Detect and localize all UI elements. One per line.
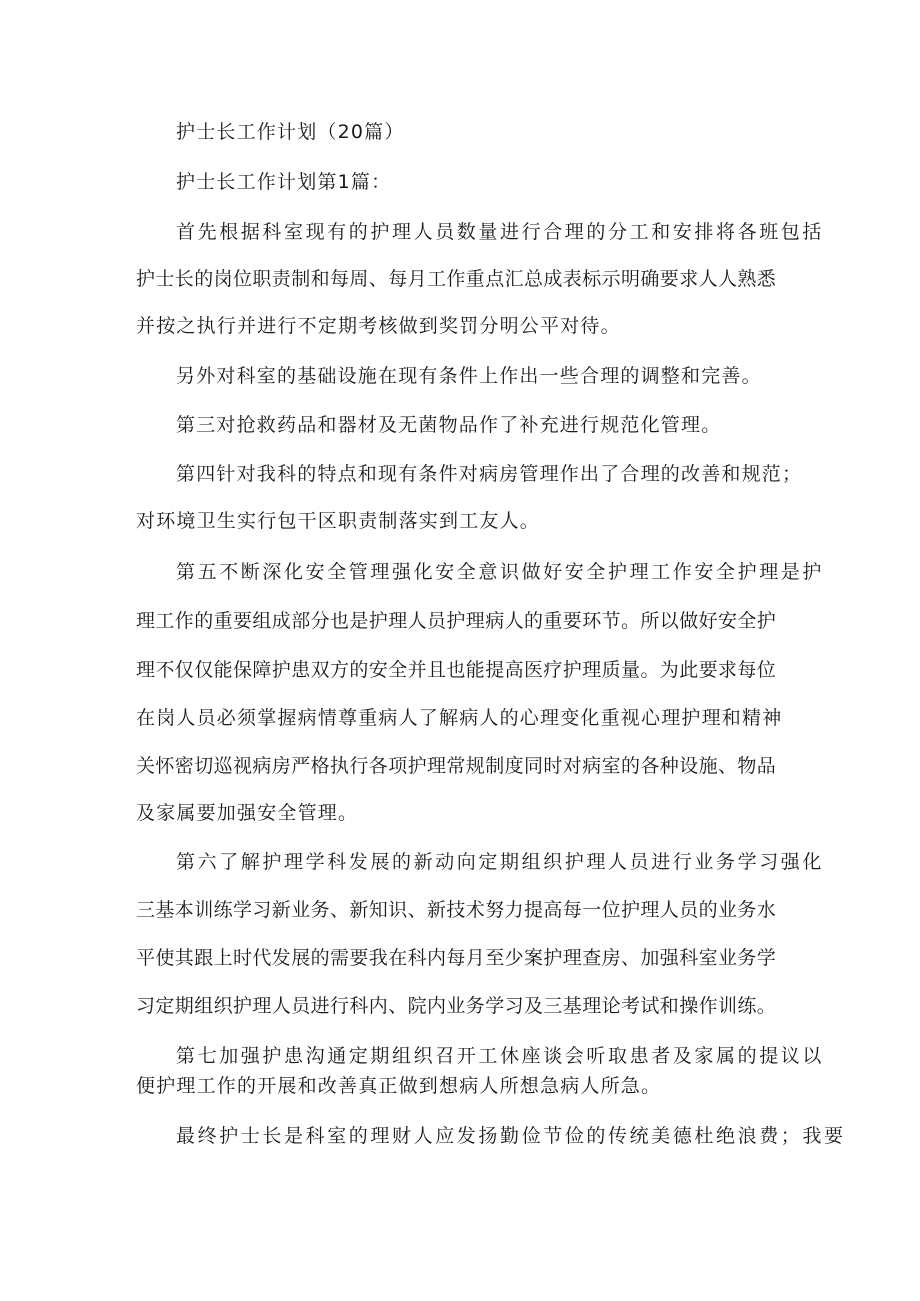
paragraph-line: 另外对科室的基础设施在现有条件上作出一些合理的调整和完善。 xyxy=(176,365,762,387)
paragraph-line: 第四针对我科的特点和现有条件对病房管理作出了合理的改善和规范； xyxy=(176,463,803,485)
paragraph-line: 对环境卫生实行包干区职责制落实到工友人。 xyxy=(136,510,541,532)
paragraph-line: 第六了解护理学科发展的新动向定期组织护理人员进行业务学习强化 xyxy=(176,851,825,873)
paragraph-line: 并按之执行并进行不定期考核做到奖罚分明公平对待。 xyxy=(136,315,621,337)
document-subtitle: 护士长工作计划第1篇： xyxy=(176,171,392,193)
paragraph-line: 平使其跟上时代发展的需要我在科内每月至少案护理查房、加强科室业务学 xyxy=(136,947,777,969)
document-title: 护士长工作计划（20篇） xyxy=(176,121,405,143)
paragraph-line: 在岗人员必须掌握病情尊重病人了解病人的心理变化重视心理护理和精神 xyxy=(136,707,783,729)
paragraph-line: 理不仅仅能保障护患双方的安全并且也能提高医疗护理质量。为此要求每位 xyxy=(136,659,777,681)
paragraph-line: 及家属要加强安全管理。 xyxy=(136,802,359,824)
paragraph-line: 最终护士长是科室的理财人应发扬勤俭节俭的传统美德杜绝浪费；我要 xyxy=(176,1125,846,1147)
paragraph-line: 第五不断深化安全管理强化安全意识做好安全护理工作安全护理是护 xyxy=(176,561,825,583)
paragraph-line: 第三对抢救药品和器材及无菌物品作了补充进行规范化管理。 xyxy=(176,414,722,436)
paragraph-line: 首先根据科室现有的护理人员数量进行合理的分工和安排将各班包括 xyxy=(176,221,825,243)
paragraph-line: 理工作的重要组成部分也是护理人员护理病人的重要环节。所以做好安全护 xyxy=(136,610,777,632)
paragraph-line: 护士长的岗位职责制和每周、每月工作重点汇总成表标示明确要求人人熟悉 xyxy=(136,268,777,290)
paragraph-line: 三基本训练学习新业务、新知识、新技术努力提高每一位护理人员的业务水 xyxy=(136,899,777,921)
paragraph-line: 便护理工作的开展和改善真正做到想病人所想急病人所急。 xyxy=(136,1075,662,1097)
paragraph-line: 第七加强护患沟通定期组织召开工休座谈会听取患者及家属的提议以 xyxy=(176,1045,825,1067)
paragraph-line: 习定期组织护理人员进行科内、院内业务学习及三基理论考试和操作训练。 xyxy=(136,995,777,1017)
paragraph-line: 关怀密切巡视病房严格执行各项护理常规制度同时对病室的各种设施、物品 xyxy=(136,755,777,777)
